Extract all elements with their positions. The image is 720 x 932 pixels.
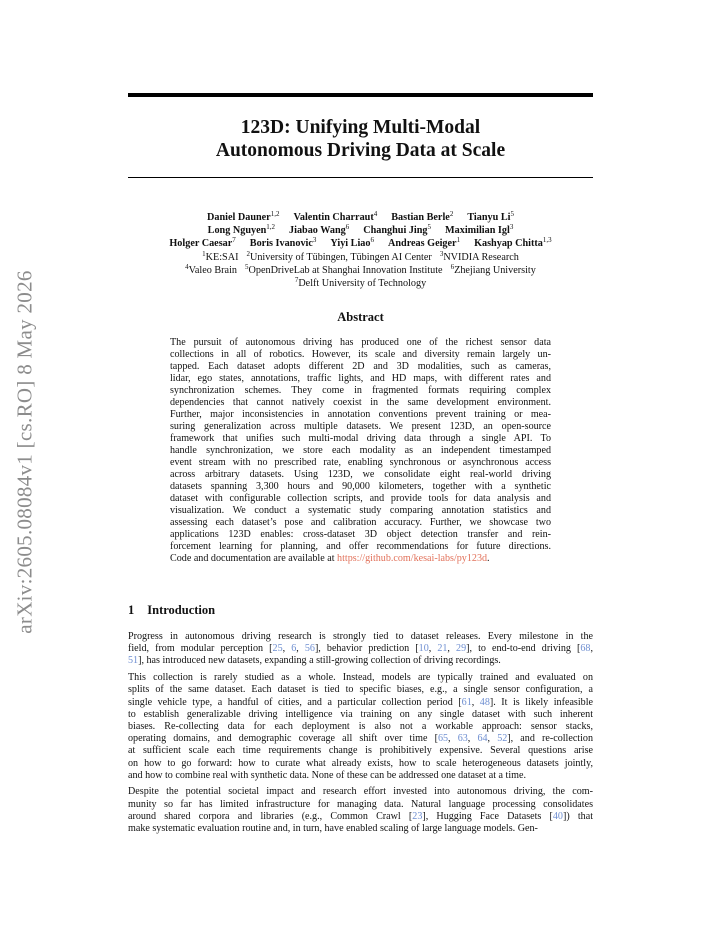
author-affiliation-mark: 1	[456, 236, 461, 245]
text-line	[128, 823, 593, 835]
github-link[interactable]: https://github.com/kesai-labs/py123d	[337, 553, 488, 564]
text-line	[128, 770, 593, 782]
text-line	[128, 631, 593, 643]
citation-link[interactable]: 68	[580, 643, 591, 655]
citation-link[interactable]: 21	[437, 643, 448, 655]
paragraph	[128, 631, 593, 668]
text-run: munity so far has limited infrastructure for managing data. Natural language processing consolidates	[128, 798, 593, 810]
author-row	[128, 237, 593, 250]
affiliation-mark: 7	[294, 276, 299, 285]
author-name: Holger Caesar$^7$	[169, 236, 236, 250]
author-affiliation-mark: 1,2	[270, 210, 280, 218]
affiliation-name: Zhejiang University	[454, 264, 536, 276]
text-run: and how to combine real with synthetic data. None of these can be addressed one dataset at a time.	[128, 769, 527, 781]
affiliation-mark: 3	[439, 249, 444, 258]
author-affiliation-mark: 6	[345, 223, 350, 232]
affiliation-name: KE:SAI	[205, 251, 239, 263]
citation-link[interactable]: 65	[437, 733, 449, 745]
affiliation	[245, 262, 443, 276]
author-row	[128, 224, 593, 237]
title-bottom-rule	[128, 177, 593, 178]
abstract-line: across arbitrary datasets. Using 123D, we consolidate eight real-world driving	[170, 469, 551, 480]
text-line	[128, 786, 593, 798]
text-run: splits of the same dataset. Each dataset is tied to specific biases, e.g., a single sensor configuration, a	[128, 684, 593, 696]
author-affiliation-mark: 1,3	[542, 236, 552, 245]
text-run: ], behavior prediction [	[314, 643, 419, 655]
text-run: ]. It is likely infeasible	[489, 696, 593, 708]
affiliation	[295, 278, 426, 289]
author-affiliation-mark: 3	[312, 236, 317, 245]
affiliation-name: Delft University of Technology	[298, 278, 427, 290]
text-run: make systematic evaluation routine and, in turn, have enabled scaling of large language models. Gen-	[128, 823, 538, 835]
text-run: ], has introduced new datasets, expanding a still-growing collection of driving recordings.	[138, 655, 501, 667]
abstract-last-line	[170, 553, 551, 565]
abstract-line: Further, major inconsistencies in annotation conventions prevent training or mea-	[170, 409, 551, 420]
text-line	[128, 758, 593, 770]
affiliation-name: OpenDriveLab at Shanghai Innovation Institute	[248, 264, 443, 276]
text-line	[128, 643, 593, 655]
affiliation	[202, 249, 239, 263]
text-line	[128, 655, 593, 667]
affiliation-mark: 5	[245, 262, 249, 271]
text-run: ,	[590, 643, 593, 655]
affiliation	[450, 262, 536, 276]
author-name: Bastian Berle$^2$	[391, 210, 454, 223]
section-title: Introduction	[147, 603, 216, 617]
section-heading	[128, 603, 215, 618]
affiliation-mark: 1	[202, 249, 206, 258]
abstract-line: tapped. Each dataset adopts different 2D and 3D modalities, such as cameras,	[170, 361, 551, 372]
text-run: ,	[448, 733, 458, 745]
text-run: on how to go forward: how to curate what already exists, how to scale heterogeneous datasets jointly,	[128, 757, 593, 769]
affiliation-row	[128, 277, 593, 290]
author-name: Kashyap Chitta$^{1,3}$	[474, 236, 552, 250]
author-name: Yiyi Liao$^6$	[330, 236, 374, 250]
text-run: single vehicle type, a handful of cities, and a particular collection period [	[128, 696, 462, 708]
author-name: Jiabao Wang$^6$	[289, 223, 350, 237]
citation-link[interactable]: 6	[291, 643, 297, 655]
author-row	[128, 211, 593, 224]
text-run: ,	[447, 643, 457, 655]
text-run: Progress in autonomous driving research is strongly tied to dataset releases. Every milestone in the	[128, 631, 593, 642]
author-affiliation-mark: 3	[509, 223, 514, 232]
text-line	[128, 684, 593, 696]
text-run: ,	[471, 696, 480, 708]
citation-link[interactable]: 48	[479, 696, 490, 708]
text-line	[128, 721, 593, 733]
abstract-line: forcement learning for planning, and offer recommendations for future directions.	[170, 541, 551, 552]
affiliation-mark: 2	[246, 249, 250, 258]
affiliation-row	[128, 264, 593, 277]
author-block	[128, 211, 593, 290]
citation-link[interactable]: 25	[272, 643, 283, 655]
text-line	[128, 811, 593, 823]
abstract-line: datasets spanning 3,300 hours and 90,000 kilometers, together with a synthetic	[170, 481, 551, 492]
arxiv-id: arXiv:2605.08084v1 [cs.RO] 8 May 2026	[12, 270, 37, 634]
affiliation-name: Valeo Brain	[188, 264, 237, 276]
paragraph	[128, 786, 593, 835]
text-run: Despite the potential societal impact and research effort invested into autonomous driving, the com-	[128, 786, 593, 798]
affiliation	[185, 262, 237, 276]
text-run: ], and re-collection	[507, 733, 594, 745]
abstract-body	[170, 337, 551, 565]
affiliation-name: NVIDIA Research	[443, 251, 519, 263]
citation-link[interactable]: 52	[497, 733, 508, 745]
abstract-line: The pursuit of autonomous driving has produced one of the richest sensor data	[170, 337, 551, 348]
author-name: Changhui Jing$^5$	[363, 223, 432, 237]
text-run: ,	[296, 643, 305, 655]
citation-link[interactable]: 63	[457, 733, 468, 745]
abstract-line: event stream with no prescribed rate, enabling synchronous or asynchronous access	[170, 457, 551, 468]
text-line	[128, 697, 593, 709]
affiliation-mark: 6	[450, 262, 455, 271]
abstract-line: synchronization schemes. They come in fragmented formats requiring complex	[170, 385, 551, 396]
title-line-1: 123D: Unifying Multi-Modal	[240, 117, 481, 138]
text-run: to establish generalizable driving intelligence via training on any single dataset with such inherent	[128, 708, 593, 720]
text-run: field, from modular perception [	[128, 643, 273, 655]
text-run: ,	[282, 643, 292, 655]
text-run: ], to end-to-end driving [	[466, 643, 581, 655]
abstract-line: assessing each dataset’s pose and calibration accuracy. Further, we showcase two	[170, 517, 551, 528]
affiliation-row	[128, 251, 593, 264]
section-number: 1	[128, 603, 135, 617]
author-affiliation-mark: 1,2	[266, 223, 276, 232]
citation-link[interactable]: 64	[477, 733, 488, 745]
text-run: ,	[467, 733, 478, 745]
paragraph	[128, 672, 593, 782]
text-line	[128, 709, 593, 721]
affiliation-mark: 4	[185, 262, 189, 271]
affiliation-name: University of Tübingen, Tübingen AI Center	[249, 251, 432, 263]
author-name: Tianyu Li$^5$	[467, 210, 514, 223]
author-affiliation-mark: 5	[427, 223, 432, 232]
text-run: ], Hugging Face Datasets [	[422, 810, 553, 822]
title-line-2: Autonomous Driving Data at Scale	[215, 139, 506, 161]
abstract-end-period: .	[487, 553, 490, 564]
abstract-heading: Abstract	[337, 310, 384, 324]
affiliation	[439, 249, 519, 263]
abstract-line: framework that unifies such multi-modal driving data through a single API. To	[170, 433, 551, 444]
author-affiliation-mark: 5	[510, 210, 514, 218]
abstract-line: visualization. We conduct a systematic study comparing annotation statistics and	[170, 505, 551, 516]
citation-link[interactable]: 29	[456, 643, 467, 655]
abstract-code-text: Code and documentation are available at	[170, 553, 338, 564]
author-name: Boris Ivanovic$^3$	[249, 236, 317, 250]
title-top-rule	[128, 93, 593, 97]
author-name: Long Nguyen$^{1,2}$	[207, 223, 276, 237]
abstract-line: dependencies that cannot natively coexist in the same development environment.	[170, 397, 551, 408]
abstract-line: dataset with configurable collection scripts, and provide tools for data analysis and	[170, 493, 551, 504]
citation-link[interactable]: 10	[418, 643, 429, 655]
text-run: ,	[487, 733, 498, 745]
text-run: biases. Re-collecting data for each deployment is also not a workable approach: sensor stacks,	[128, 720, 593, 732]
text-run: at sufficient scale each time requirements change is prohibitively expensive. Several questions arise	[128, 745, 593, 757]
paper-title	[128, 117, 593, 162]
text-run: around shared corpora and libraries (e.g., Common Crawl [	[128, 810, 413, 822]
abstract-line: handle synchronization, we store each modality as an independent timestamped	[170, 445, 551, 456]
abstract-line: suring generalization across multiple datasets. We present 123D, an open-source	[170, 421, 551, 432]
author-name: Daniel Dauner$^{1,2}$	[207, 210, 280, 223]
author-name: Maximilian Igl$^3$	[445, 223, 514, 237]
author-affiliation-mark: 7	[232, 236, 236, 245]
citation-link[interactable]: 61	[461, 696, 472, 708]
citation-link[interactable]: 23	[412, 810, 423, 822]
text-run: This collection is rarely studied as a whole. Instead, models are typically trained and evaluated on	[128, 672, 593, 684]
abstract-line: applications 123D enables: cross-dataset 3D object detection transfer and rein-	[170, 529, 551, 540]
author-name: Andreas Geiger$^1$	[388, 236, 461, 250]
intro-body	[128, 631, 593, 840]
citation-link[interactable]: 51	[128, 655, 139, 667]
abstract-line: lidar, ego states, annotations, traffic lights, and HD maps, with different rates and	[170, 373, 551, 384]
text-line	[128, 672, 593, 684]
text-run: ,	[428, 643, 438, 655]
text-line	[128, 745, 593, 757]
author-affiliation-mark: 4	[373, 210, 378, 218]
citation-link[interactable]: 56	[304, 643, 315, 655]
text-run: ]) that	[562, 810, 593, 822]
author-name: Valentin Charraut$^4$	[293, 210, 378, 223]
abstract-line: collections in all of robotics. However, its scale and diversity remain largely un-	[170, 349, 551, 360]
text-line	[128, 733, 593, 745]
text-line	[128, 799, 593, 811]
affiliation	[246, 249, 432, 263]
author-affiliation-mark: 2	[449, 210, 454, 218]
text-run: operating domains, and demographic coverage all shift over time [	[128, 733, 438, 745]
author-affiliation-mark: 6	[370, 236, 374, 245]
citation-link[interactable]: 40	[552, 810, 563, 822]
